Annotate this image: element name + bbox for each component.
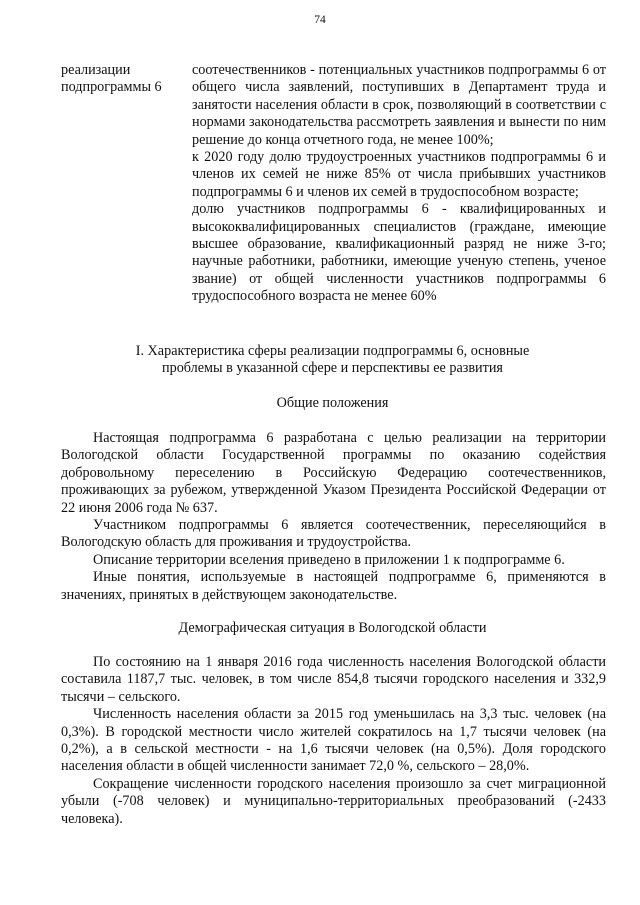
demographic-situation-heading: Демографическая ситуация в Вологодской области [178,620,487,636]
page-number: 74 [314,14,326,26]
indicators-table-label-cell [61,62,186,97]
indicator-item: соотечественников - потенциальных участников подпрограммы 6 от общего числа заявлений, поступивших в Департамент труда и занятости населения области в срок, позволяющий в соответствии с нормами законодательства рассмотреть заявления и вынести по ним решение до конца отчетного года, не менее 100%; [192,62,606,148]
section-heading [60,343,605,377]
general-provisions-body [61,430,606,604]
paragraph: Описание территории вселения приведено в приложении 1 к подпрограмме 6. [93,551,565,568]
general-provisions-heading: Общие положения [276,395,389,411]
indicators-table-values-cell [192,62,606,306]
paragraph: Численность населения области за 2015 год уменьшилась на 3,3 тыс. человек (на 0,3%). В городской местности число жителей сократилось на 1,7 тысячи человек (на 0,2%), а в сельской местности - на 1,6 тысячи человек (на 0,5%). Доля городского населения области в общей численности занимает 72,0 %, сельского – 28,0%. [61,706,606,775]
section-heading-line2: проблемы в указанной сфере и перспективы ее развития [162,360,503,376]
paragraph: Настоящая подпрограмма 6 разработана с целью реализации на территории Вологодской области Государственной программы по оказанию содействия добровольному переселению в Российскую Федерацию соотечественников, проживающих за рубежом, утвержденной Указом Президента Российской Федерации от 22 июня 2006 года № 637. [61,430,606,516]
paragraph: Иные понятия, используемые в настоящей подпрограмме 6, применяются в значениях, принятых в действующем законодательстве. [61,569,606,603]
indicator-item: долю участников подпрограммы 6 - квалифицированных и высококвалифицированных специалистов (граждане, имеющие высшее образование, квалификационный разряд не ниже 3-го; научные работники, работники, имеющие ученую степень, ученое звание) от общей численности участников подпрограммы 6 трудоспособного возраста не менее 60% [192,201,606,305]
paragraph: Участником подпрограммы 6 является соотечественник, переселяющийся в Вологодскую область для проживания и трудоустройства. [61,517,606,551]
section-heading-line1: I. Характеристика сферы реализации подпрограммы 6, основные [135,343,530,359]
paragraph: Сокращение численности городского населения произошло за счет миграционной убыли (-708 человек) и муниципально-территориальных преобразований (-2433 человека). [61,775,606,827]
indicators-table-label: реализации подпрограммы 6 [61,62,162,96]
paragraph: По состоянию на 1 января 2016 года численность населения Вологодской области составила 1187,7 тыс. человек, в том числе 854,8 тысячи городского населения и 332,9 тысячи – сельского. [61,654,606,705]
demographic-situation-body [61,654,606,828]
indicator-item: к 2020 году долю трудоустроенных участников подпрограммы 6 и членов их семей не ниже 85% от числа прибывших участников подпрограммы 6 и членов их семей в трудоспособном возрасте; [192,149,606,200]
